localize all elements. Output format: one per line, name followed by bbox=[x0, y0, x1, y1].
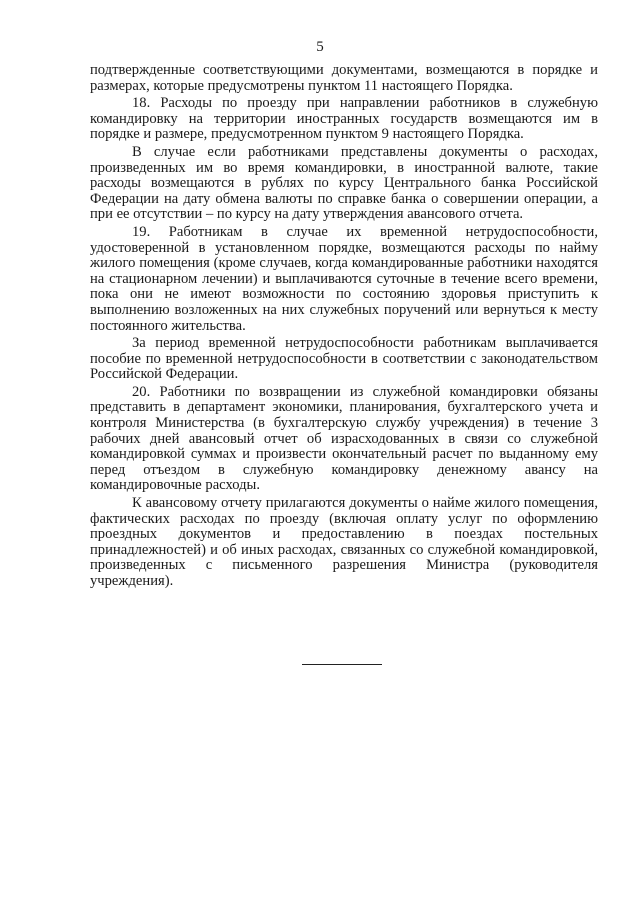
paragraph-item-18: 18. Расходы по проезду при направлении работников в служебную командировку на территории иностранных государств возмещаются им в порядке и размере, предусмотренном пунктом 9 настоящего Порядка. bbox=[90, 95, 598, 143]
paragraph-currency-expenses: В случае если работниками представлены документы о расходах, произведенных им во время командировки, в иностранной валюте, такие расходы возмещаются в рублях по курсу Центрального банка Российской Федерации на дату обмена валюты по справке банка о совершении операции, а при ее отсутствии – по курсу на дату утверждения авансового отчета. bbox=[90, 143, 598, 223]
closing-divider bbox=[302, 664, 382, 665]
paragraph-report-attachments: К авансовому отчету прилагаются документы о найме жилого помещения, фактических расходах по проезду (включая оплату услуг по оформлению проездных документов и предоставлению в поездах постельных принадлежностей) и об иных расходах, связанных со служебной командировкой, произведенных с письменного разрешения Министра (руководителя учреждения). bbox=[90, 495, 598, 589]
paragraph-item-20: 20. Работники по возвращении из служебной командировки обязаны представить в департамент экономики, планирования, бухгалтерского учета и контроля Министерства (в бухгалтерскую службу учреждения) в течение 3 рабочих дней авансовый отчет об израсходованных в связи со служебной командировкой суммах и произвести окончательный расчет по выданному ему перед отъездом в служебную командировку денежному авансу на командировочные расходы. bbox=[90, 383, 598, 494]
document-body bbox=[90, 63, 598, 592]
paragraph-disability-benefit: За период временной нетрудоспособности работникам выплачивается пособие по временной нетрудоспособности в соответствии с законодательством Российской Федерации. bbox=[90, 335, 598, 383]
page-number: 5 bbox=[316, 39, 324, 55]
paragraph-item-19: 19. Работникам в случае их временной нетрудоспособности, удостоверенной в установленном порядке, возмещаются расходы по найму жилого помещения (кроме случаев, когда командированные работники находятся на стационарном лечении) и выплачиваются суточные в течение всего времени, пока они не имеют возможности по состоянию здоровья приступить к выполнению возложенных на них служебных поручений или вернуться к месту постоянного жительства. bbox=[90, 223, 598, 334]
paragraph-continuation: подтвержденные соответствующими документами, возмещаются в порядке и размерах, которые предусмотрены пунктом 11 настоящего Порядка. bbox=[90, 62, 598, 94]
